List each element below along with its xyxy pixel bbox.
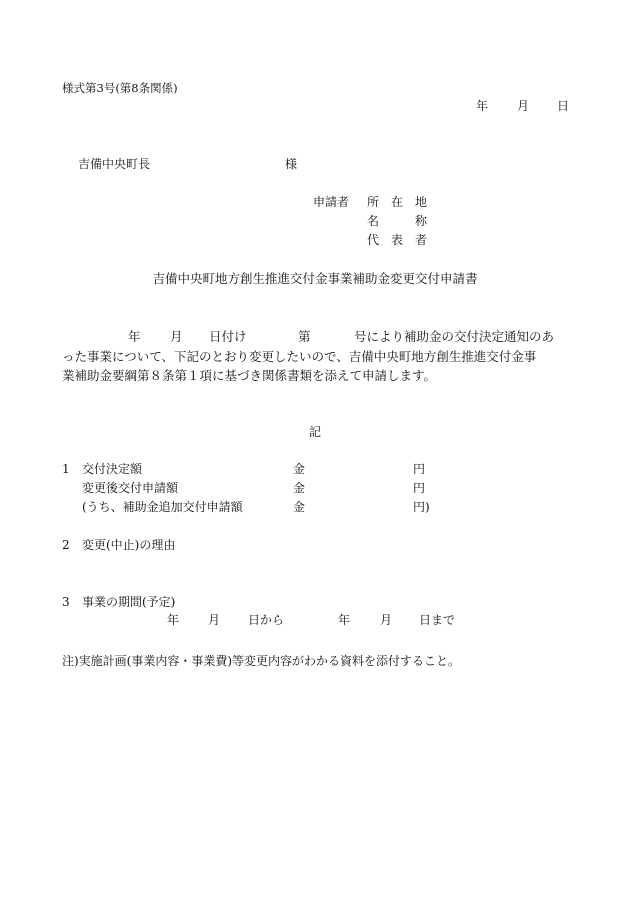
body-paragraph bbox=[62, 327, 582, 386]
item-1-row-3-yen: 円) bbox=[413, 500, 430, 514]
body-line-3: 業補助金要綱第８条第１項に基づき関係書類を添えて申請します。 bbox=[62, 368, 437, 383]
item-1-row-1-label: 交付決定額 bbox=[82, 462, 143, 476]
body-line-2: った事業について、下記のとおり変更したいので、吉備中央町地方創生推進交付金事 bbox=[62, 348, 537, 364]
date-day: 日 bbox=[557, 99, 570, 113]
body-year: 年 bbox=[128, 329, 141, 344]
period-start-day: 日から bbox=[248, 613, 285, 627]
item-1-row-2-label: 変更後交付申請額 bbox=[82, 481, 179, 495]
item-2-number: 2 bbox=[62, 538, 70, 552]
applicant-representative-label: 代 表 者 bbox=[367, 233, 428, 247]
item-1-row-2-yen: 円 bbox=[413, 481, 426, 495]
period-start-month: 月 bbox=[208, 613, 221, 627]
item-2-label: 変更(中止)の理由 bbox=[82, 538, 176, 552]
document-title: 吉備中央町地方創生推進交付金事業補助金変更交付申請書 bbox=[152, 271, 478, 286]
body-number-prefix: 第 bbox=[298, 329, 311, 344]
period-end-year: 年 bbox=[338, 613, 351, 627]
item-1-row-1-yen: 円 bbox=[413, 462, 426, 476]
body-month: 月 bbox=[170, 329, 183, 344]
date-month: 月 bbox=[517, 99, 530, 113]
item-1-row-3-kin: 金 bbox=[293, 500, 306, 514]
item-3-number: 3 bbox=[62, 595, 70, 609]
addressee-name: 吉備中央町長 bbox=[78, 157, 151, 171]
item-1-number: 1 bbox=[62, 462, 70, 476]
period-end-month: 月 bbox=[380, 613, 393, 627]
item-3-label: 事業の期間(予定) bbox=[82, 595, 176, 609]
applicant-name-label: 名 称 bbox=[367, 214, 428, 228]
applicant-address-label: 所 在 地 bbox=[367, 195, 428, 209]
applicant-label: 申請者 bbox=[313, 195, 350, 209]
item-1-row-1-kin: 金 bbox=[293, 462, 306, 476]
item-1-row-2-kin: 金 bbox=[293, 481, 306, 495]
form-number: 様式第3号(第8条関係) bbox=[62, 81, 178, 95]
period-start-year: 年 bbox=[167, 613, 180, 627]
item-1-row-3-label: (うち、補助金追加交付申請額 bbox=[82, 500, 243, 514]
body-line-1 bbox=[62, 327, 582, 347]
addressee-honorific: 様 bbox=[285, 157, 298, 171]
ki-heading: 記 bbox=[308, 425, 321, 439]
period-end-day: 日まで bbox=[419, 613, 456, 627]
footnote: 注)実施計画(事業内容・事業費)等変更内容がわかる資料を添付すること。 bbox=[62, 654, 461, 668]
date-year: 年 bbox=[476, 99, 489, 113]
body-date-suffix: 日付け bbox=[209, 329, 247, 344]
body-line-1-rest: 号により補助金の交付決定通知のあ bbox=[354, 329, 555, 344]
